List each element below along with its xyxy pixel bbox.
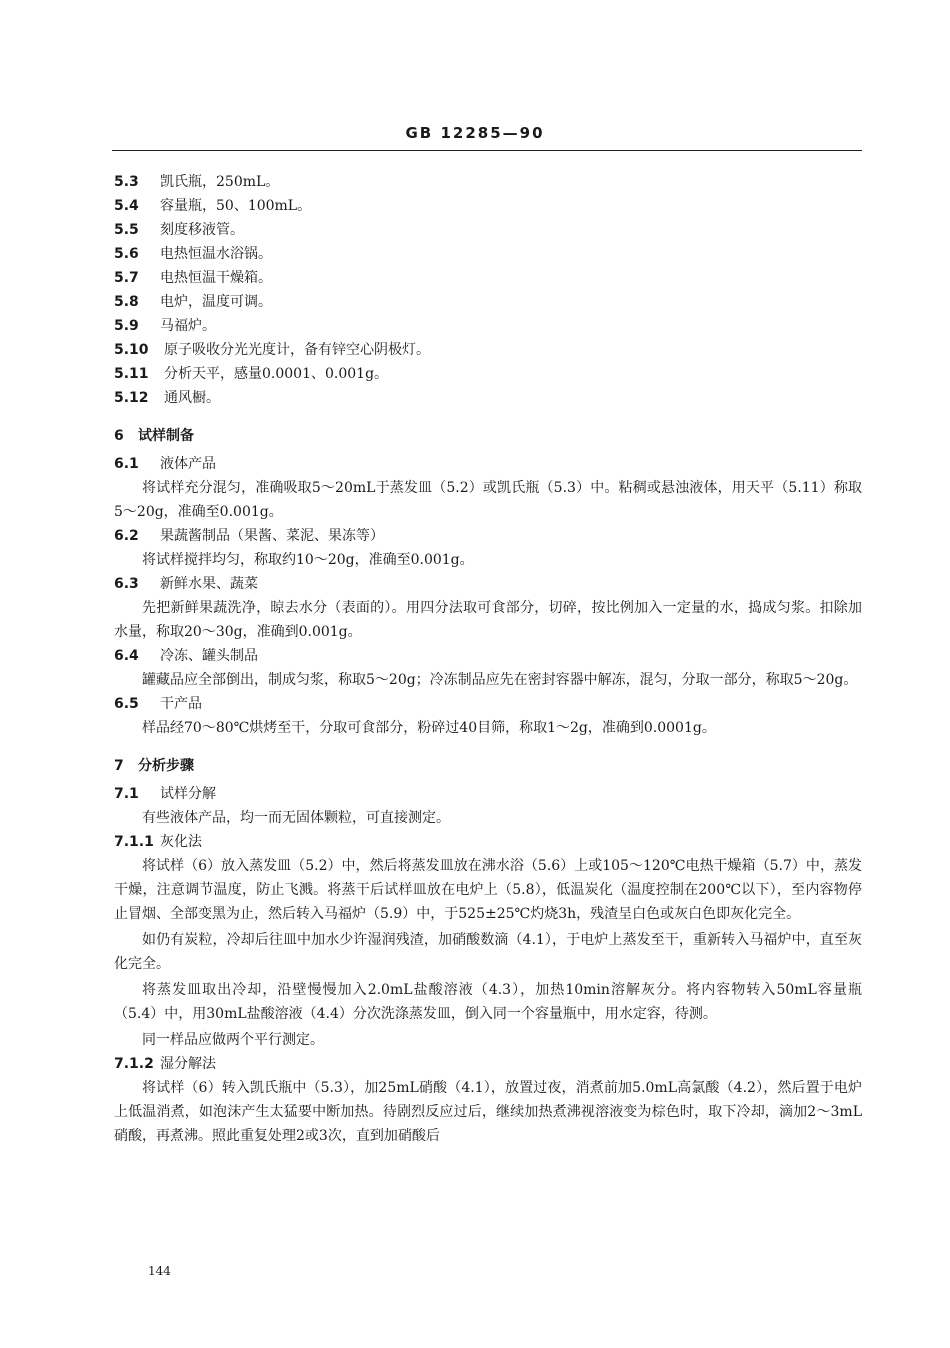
paragraph: 将试样搅拌均匀，称取约10～20g，准确至0.001g。 xyxy=(142,552,474,568)
subsection-number: 6.4 xyxy=(114,648,139,664)
page-number: 144 xyxy=(148,1264,171,1278)
subsection-title: 干产品 xyxy=(160,696,202,712)
item-text: 电炉，温度可调。 xyxy=(160,294,272,310)
list-item xyxy=(114,314,862,338)
list-item xyxy=(114,218,862,242)
list-item xyxy=(114,386,862,410)
item-text: 电热恒温水浴锅。 xyxy=(160,246,272,262)
subsection-heading xyxy=(114,782,862,806)
list-item xyxy=(114,266,862,290)
item-text: 分析天平，感量0.0001、0.001g。 xyxy=(164,366,389,382)
document-body xyxy=(114,170,862,1148)
item-text: 马福炉。 xyxy=(160,318,216,334)
subsection-title: 冷冻、罐头制品 xyxy=(160,648,258,664)
subsection-title: 果蔬酱制品（果酱、菜泥、果冻等） xyxy=(160,528,384,544)
subsection-number: 6.3 xyxy=(114,576,139,592)
subsection-title: 液体产品 xyxy=(160,456,216,472)
subsection-heading xyxy=(114,452,862,476)
subsection-heading xyxy=(114,524,862,548)
paragraph: 有些液体产品，均一而无固体颗粒，可直接测定。 xyxy=(142,810,450,826)
subsection-number: 7.1.2 xyxy=(114,1056,154,1072)
subsection-number: 7.1 xyxy=(114,786,139,802)
paragraph: 先把新鲜果蔬洗净，晾去水分（表面的）。用四分法取可食部分，切碎，按比例加入一定量的水，捣成匀浆。扣除加水量，称取20～30g，准确到0.001g。 xyxy=(114,600,862,640)
subsection-heading xyxy=(114,572,862,596)
item-text: 容量瓶，50、100mL。 xyxy=(160,198,312,214)
item-number: 5.11 xyxy=(114,366,149,382)
paragraph: 将试样（6）放入蒸发皿（5.2）中，然后将蒸发皿放在沸水浴（5.6）上或105～120℃电热干燥箱（5.7）中，蒸发干燥，注意调节温度，防止飞溅。将蒸干后试样皿放在电炉上（5.8），低温炭化（温度控制在200℃以下），至内容物停止冒烟、全部变黑为止，然后转入马福炉（5.9）中，于525±25℃灼烧3h，残渣呈白色或灰白色即灰化完全。 xyxy=(114,858,862,922)
subsection-title: 灰化法 xyxy=(160,834,202,850)
item-number: 5.7 xyxy=(114,270,139,286)
paragraph: 将试样（6）转入凯氏瓶中（5.3），加25mL硝酸（4.1），放置过夜，消煮前加5.0mL高氯酸（4.2），然后置于电炉上低温消煮，如泡沫产生太猛要中断加热。待剧烈反应过后，继续加热煮沸视溶液变为棕色时，取下冷却，滴加2～3mL硝酸，再煮沸。照此重复处理2或3次，直到加硝酸后 xyxy=(114,1080,862,1144)
section-title: 分析步骤 xyxy=(138,758,194,774)
paragraph: 将蒸发皿取出冷却，沿壁慢慢加入2.0mL盐酸溶液（4.3），加热10min溶解灰分。将内容物转入50mL容量瓶（5.4）中，用30mL盐酸溶液（4.4）分次洗涤蒸发皿，倒入同一个容量瓶中，用水定容，待测。 xyxy=(114,982,862,1022)
subsection-title: 新鲜水果、蔬菜 xyxy=(160,576,258,592)
section-title: 试样制备 xyxy=(138,428,194,444)
item-text: 通风橱。 xyxy=(164,390,220,406)
standard-code-header: GB 12285—90 xyxy=(405,124,545,142)
item-number: 5.3 xyxy=(114,174,139,190)
subsection-number: 6.5 xyxy=(114,696,139,712)
subsection-heading xyxy=(114,1052,862,1076)
section-heading xyxy=(114,424,862,448)
item-text: 凯氏瓶，250mL。 xyxy=(160,174,280,190)
subsection-title: 试样分解 xyxy=(160,786,216,802)
subsection-title: 湿分解法 xyxy=(160,1056,216,1072)
list-item xyxy=(114,170,862,194)
subsection-heading xyxy=(114,830,862,854)
item-number: 5.10 xyxy=(114,342,149,358)
subsection-number: 6.2 xyxy=(114,528,139,544)
item-number: 5.6 xyxy=(114,246,139,262)
paragraph: 如仍有炭粒，冷却后往皿中加水少许湿润残渣，加硝酸数滴（4.1），于电炉上蒸发至干，重新转入马福炉中，直至灰化完全。 xyxy=(114,932,862,972)
list-item xyxy=(114,290,862,314)
list-item xyxy=(114,338,862,362)
section-number: 7 xyxy=(114,758,124,774)
item-number: 5.4 xyxy=(114,198,139,214)
item-text: 原子吸收分光光度计，备有锌空心阴极灯。 xyxy=(164,342,430,358)
subsection-heading xyxy=(114,692,862,716)
list-item xyxy=(114,194,862,218)
item-text: 刻度移液管。 xyxy=(160,222,244,238)
subsection-number: 7.1.1 xyxy=(114,834,154,850)
list-item xyxy=(114,242,862,266)
header-rule xyxy=(112,150,862,151)
paragraph: 样品经70～80℃烘烤至干，分取可食部分，粉碎过40目筛，称取1～2g，准确到0.0001g。 xyxy=(142,720,716,736)
paragraph: 同一样品应做两个平行测定。 xyxy=(142,1032,324,1048)
subsection-number: 6.1 xyxy=(114,456,139,472)
paragraph: 罐藏品应全部倒出，制成匀浆，称取5～20g；冷冻制品应先在密封容器中解冻，混匀，分取一部分，称取5～20g。 xyxy=(142,672,858,688)
item-number: 5.5 xyxy=(114,222,139,238)
subsection-heading xyxy=(114,644,862,668)
item-number: 5.9 xyxy=(114,318,139,334)
paragraph: 将试样充分混匀，准确吸取5～20mL于蒸发皿（5.2）或凯氏瓶（5.3）中。粘稠或悬浊液体，用天平（5.11）称取5～20g，准确至0.001g。 xyxy=(114,480,862,520)
item-text: 电热恒温干燥箱。 xyxy=(160,270,272,286)
item-number: 5.8 xyxy=(114,294,139,310)
section-heading xyxy=(114,754,862,778)
item-number: 5.12 xyxy=(114,390,149,406)
list-item xyxy=(114,362,862,386)
section-number: 6 xyxy=(114,428,124,444)
